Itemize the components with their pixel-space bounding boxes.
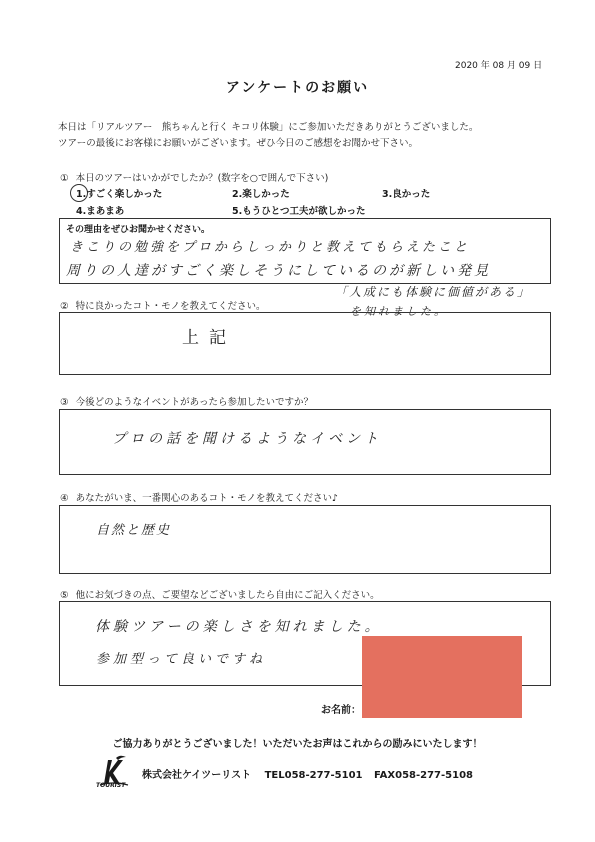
answer-4: 自然と歴史 [96, 523, 172, 538]
option-3[interactable]: 3.良かった [382, 189, 431, 200]
answer-4-box[interactable] [59, 505, 551, 574]
question-2 [60, 298, 265, 312]
answer-3: プロの話を聞けるようなイベント [112, 431, 382, 447]
option-1[interactable]: 1.すごく楽しかった [76, 189, 163, 200]
option-2[interactable]: 2.楽しかった [232, 189, 290, 200]
company-name: 株式会社ケイツーリスト [142, 770, 252, 781]
company-fax: FAX058-277-5108 [373, 770, 473, 781]
reason-label: その理由をぜひお聞かせください。 [66, 225, 211, 235]
name-label: お名前： [321, 705, 361, 716]
question-3-text: 今後どのようなイベントがあったら参加したいですか？ [75, 397, 313, 408]
company-tel: TEL058-277-5101 [264, 770, 363, 781]
redaction-block [362, 636, 522, 718]
reason-line-3: 「人成にも体験に価値がある」 [335, 285, 532, 299]
intro-line-1: 本日は「リアルツアー 熊ちゃんと行く キコリ体験」にご参加いただきありがとうございました。 [58, 122, 479, 133]
reason-line-4: を知れました。 [350, 305, 448, 318]
answer-2: 上記 [182, 328, 236, 348]
thanks-message: ご協力ありがとうございました！いただいたお声はこれからの励みにいたします！ [112, 739, 483, 750]
page-title: アンケートのお願い [225, 80, 370, 96]
question-2-number: ② [60, 301, 69, 312]
survey-date: 2020 年 08 月 09 日 [455, 61, 543, 71]
option-4[interactable]: 4.まあまあ [76, 206, 125, 217]
intro-line-2: ツアーの最後にお客様にお願いがございます。ぜひ今日のご感想をお聞かせ下さい。 [58, 138, 418, 149]
question-4-text: あなたがいま、一番関心のあるコト・モノを教えてください♪ [75, 493, 339, 504]
answer-5-line-2: 参加型って良いですね [96, 652, 267, 667]
question-1-number: ① [60, 173, 69, 184]
question-5-number: ⑤ [60, 590, 69, 601]
question-3-number: ③ [60, 397, 69, 408]
answer-5-line-1: 体験ツアーの楽しさを知れました。 [95, 619, 383, 635]
question-3 [60, 394, 313, 408]
logo-text: TOURIST [96, 782, 126, 789]
question-4 [60, 490, 338, 504]
option-5[interactable]: 5.もうひとつ工夫が欲しかった [232, 206, 366, 217]
reason-line-2: 周りの人達がすごく楽しそうにしているのが新しい発見 [66, 263, 491, 279]
answer-2-box[interactable] [59, 312, 551, 375]
question-2-text: 特に良かったコト・モノを教えてください。 [75, 301, 266, 312]
question-1-text: 本日のツアーはいかがでしたか？(数字を○で囲んで下さい) [75, 173, 329, 184]
question-1 [60, 170, 328, 184]
question-4-number: ④ [60, 493, 69, 504]
company-info [142, 766, 473, 781]
reason-line-1: きこりの勉強をプロからしっかりと教えてもらえたこと [70, 240, 471, 255]
question-5 [60, 587, 380, 601]
question-5-text: 他にお気づきの点、ご要望などございましたら自由にご記入ください。 [75, 590, 380, 601]
